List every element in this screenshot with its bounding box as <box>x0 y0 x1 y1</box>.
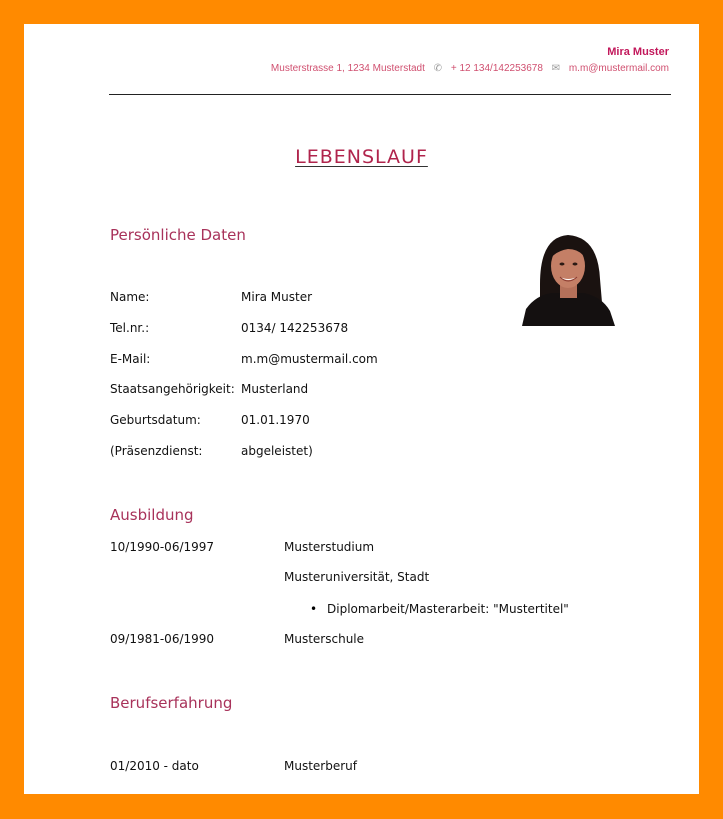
education-title: Musterschule <box>284 632 365 646</box>
section-heading-education: Ausbildung <box>110 506 194 524</box>
experience-title: Musterberuf <box>284 759 357 773</box>
header-email: m.m@mustermail.com <box>568 63 669 74</box>
phone-icon: ✆ <box>433 63 443 74</box>
personal-label-birthdate: Geburtsdatum: <box>110 413 201 427</box>
education-period: 10/1990-06/1997 <box>110 540 215 554</box>
header-name: Mira Muster <box>607 46 669 58</box>
header-divider <box>109 94 671 95</box>
header-contact <box>271 63 669 74</box>
header-address: Musterstrasse 1, 1234 Musterstadt <box>270 63 425 74</box>
page-title-wrap <box>24 146 699 168</box>
page-title: LEBENSLAUF <box>295 146 428 168</box>
mail-icon: ✉ <box>551 63 561 74</box>
education-title: Musterstudium <box>284 540 375 554</box>
portrait-image <box>522 229 615 326</box>
personal-value-phone: 0134/ 142253678 <box>241 321 349 335</box>
personal-label-name: Name: <box>110 290 150 304</box>
personal-label-service: (Präsenzdienst: <box>110 444 203 458</box>
bullet-icon: • <box>310 602 318 616</box>
personal-value-birthdate: 01.01.1970 <box>241 413 310 427</box>
education-thesis: Diplomarbeit/Masterarbeit: "Mustertitel" <box>327 602 569 616</box>
profile-photo <box>522 229 615 326</box>
education-period: 09/1981-06/1990 <box>110 632 215 646</box>
personal-value-email: m.m@mustermail.com <box>241 352 378 366</box>
personal-label-phone: Tel.nr.: <box>110 321 150 335</box>
section-heading-experience: Berufserfahrung <box>110 694 233 712</box>
personal-label-nationality: Staatsangehörigkeit: <box>110 382 235 396</box>
personal-value-service: abgeleistet) <box>241 444 313 458</box>
experience-period: 01/2010 - dato <box>110 759 199 773</box>
personal-label-email: E-Mail: <box>110 352 151 366</box>
header-phone: + 12 134/142253678 <box>450 63 543 74</box>
personal-value-name: Mira Muster <box>241 290 313 304</box>
cv-page <box>24 24 699 794</box>
section-heading-personal: Persönliche Daten <box>110 226 246 244</box>
education-institution: Musteruniversität, Stadt <box>284 570 430 584</box>
personal-value-nationality: Musterland <box>241 382 309 396</box>
